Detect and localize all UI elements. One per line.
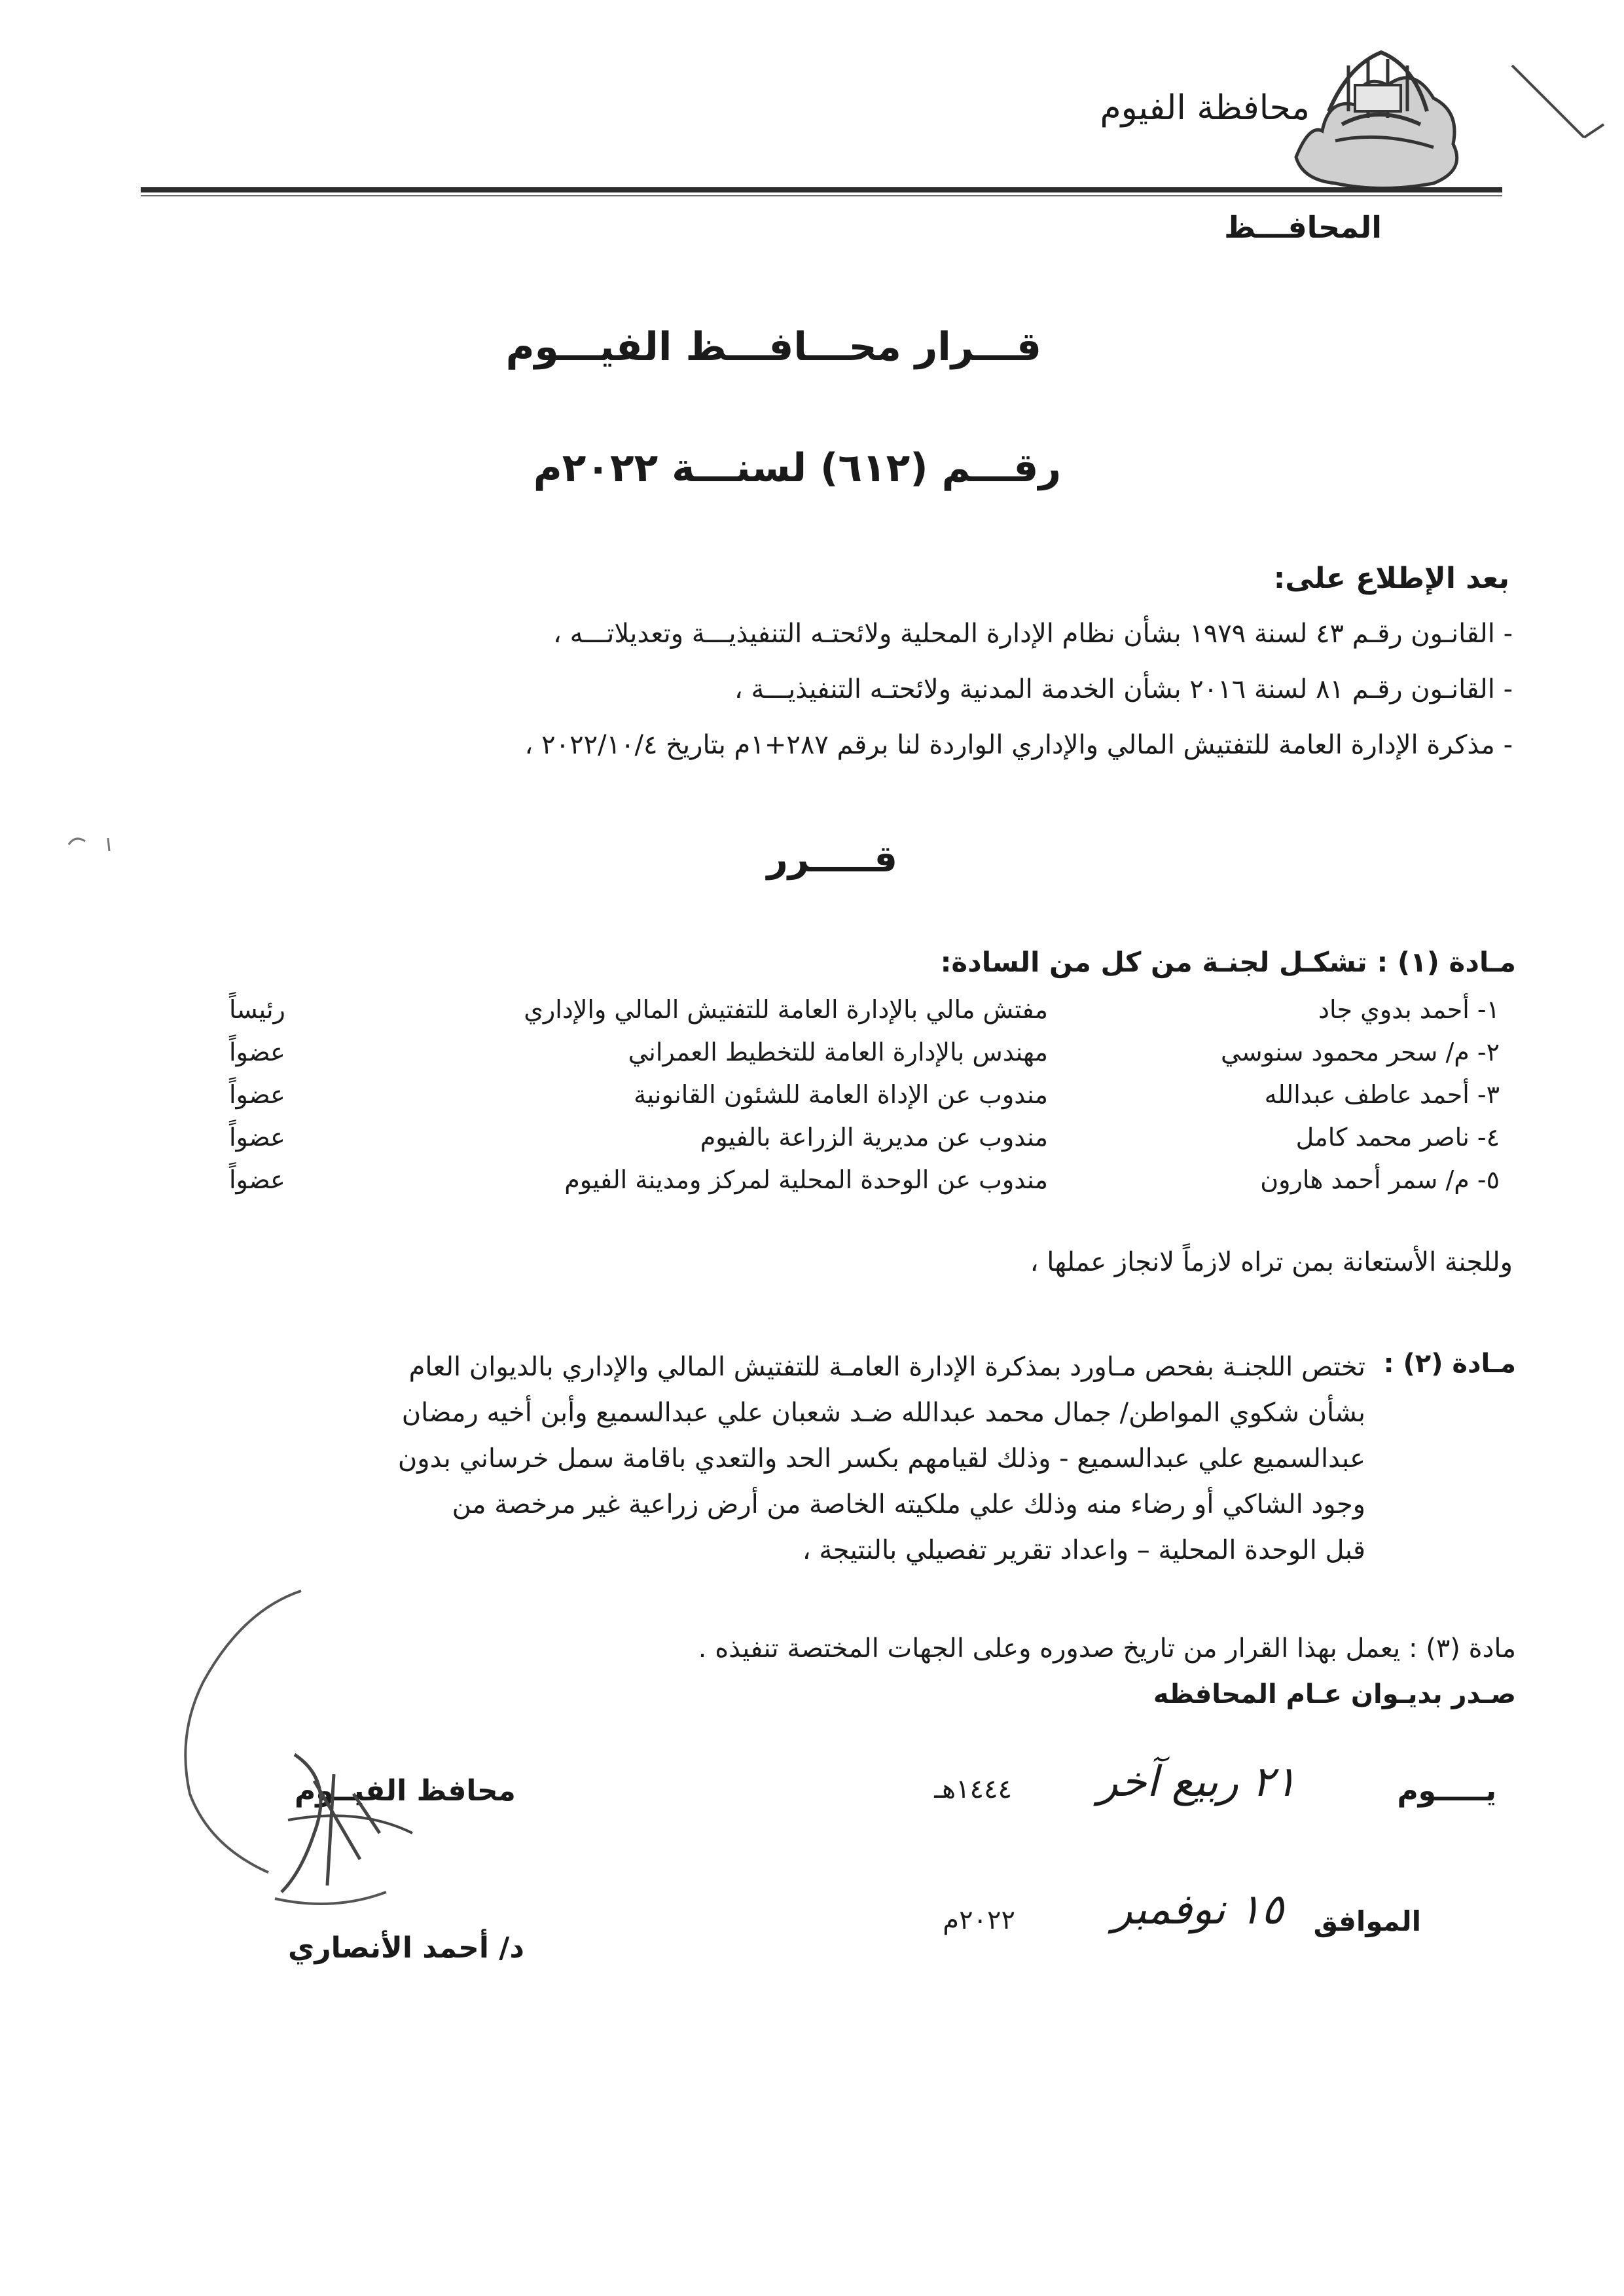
- signatory-title: محافظ الفيــوم: [295, 1774, 516, 1808]
- article-1-closing: وللجنة الأستعانة بمن تراه لازماً لانجاز عملها ،: [1030, 1247, 1513, 1277]
- article-3-text: مادة (٣) : يعمل بهذا القرار من تاريخ صدوره وعلى الجهات المختصة تنفيذه .: [698, 1633, 1516, 1664]
- issued-at: صـدر بديـوان عـام المحافظه: [1153, 1679, 1516, 1709]
- header-divider-thin: [141, 195, 1502, 196]
- gregorian-date-label: الموافق: [1313, 1905, 1421, 1937]
- member-3-role: مندوب عن الإداة العامة للشئون القانونية: [634, 1080, 1048, 1109]
- member-1-role: مفتش مالي بالإدارة العامة للتفتيش المالي والإداري: [524, 995, 1048, 1024]
- signatory-name: د/ أحمد الأنصاري: [288, 1931, 524, 1965]
- decision-heading: قـــــرر: [767, 838, 897, 881]
- gregorian-year: ٢٠٢٢م: [943, 1905, 1015, 1935]
- member-4-title: عضواً: [229, 1123, 285, 1152]
- hijri-date-label: يـــــوم: [1397, 1774, 1496, 1808]
- member-2-role: مهندس بالإدارة العامة للتخطيط العمراني: [628, 1038, 1048, 1066]
- member-2-title: عضواً: [229, 1038, 285, 1066]
- article-2-label: مـادة (٢) :: [1383, 1349, 1516, 1379]
- governorate-name: محافظة الفيوم: [1100, 88, 1310, 128]
- member-5-role: مندوب عن الوحدة المحلية لمركز ومدينة الفيوم: [564, 1165, 1048, 1194]
- member-3-title: عضواً: [229, 1080, 285, 1109]
- fayoum-governorate-logo: [1283, 26, 1473, 196]
- handwritten-signature: [164, 1584, 504, 1951]
- hijri-date-handwritten: ٢١ ربيع آخر: [1097, 1758, 1297, 1806]
- preamble-item-2: - القانـون رقـم ٨١ لسنة ٢٠١٦ بشأن الخدمة المدنية ولائحتـه التنفيذيـــة ،: [734, 674, 1513, 704]
- preamble-heading: بعد الإطلاع على:: [1273, 562, 1509, 595]
- preamble-item-1: - القانـون رقـم ٤٣ لسنة ١٩٧٩ بشأن نظام الإدارة المحلية ولائحتـه التنفيذيـــة وتعديلاتـــه ،: [552, 619, 1513, 649]
- scan-artifact: [62, 831, 128, 858]
- article-2-line-5: قبل الوحدة المحلية – واعداد تقرير تفصيلي بالنتيجة ،: [802, 1535, 1365, 1565]
- member-5-title: عضواً: [229, 1165, 285, 1194]
- article-2-line-1: تختص اللجنـة بفحص مـاورد بمذكرة الإدارة العامـة للتفتيش المالي والإداري بالديوان العام: [408, 1352, 1365, 1382]
- preamble-item-3: - مذكرة الإدارة العامة للتفتيش المالي والإداري الواردة لنا برقم ٢٨٧+١م بتاريخ ٢٠٢٢/١٠/٤ ،: [524, 730, 1513, 760]
- member-1-title: رئيساً: [229, 995, 285, 1024]
- article-2-line-3: عبدالسميع علي عبدالسميع - وذلك لقيامهم بكسر الحد والتعدي باقامة سمل خرساني بدون: [397, 1444, 1365, 1474]
- decree-title: قـــرار محـــافـــظ الفيـــوم: [505, 324, 1041, 370]
- corner-scribble-mark: [1506, 52, 1610, 157]
- member-5-name: ٥- م/ سمر أحمد هارون: [1260, 1165, 1500, 1194]
- gregorian-date-handwritten: ١٥ نوفمبر: [1111, 1886, 1284, 1934]
- office-label: المحافـــظ: [1224, 210, 1382, 245]
- member-2-name: ٢- م/ سحر محمود سنوسي: [1221, 1038, 1500, 1066]
- member-4-name: ٤- ناصر محمد كامل: [1295, 1123, 1500, 1152]
- header-divider: [141, 187, 1502, 192]
- decree-number: رقـــم (٦١٢) لسنـــة ٢٠٢٢م: [533, 445, 1061, 491]
- member-3-name: ٣- أحمد عاطف عبدالله: [1264, 1080, 1500, 1109]
- member-4-role: مندوب عن مديرية الزراعة بالفيوم: [700, 1123, 1048, 1152]
- member-1-name: ١- أحمد بدوي جاد: [1318, 995, 1500, 1024]
- article-2-line-4: وجود الشاكي أو رضاء منه وذلك علي ملكيته الخاصة من أرض زراعية غير مرخصة من: [452, 1489, 1365, 1520]
- hijri-year: ١٤٤٤هـ: [934, 1774, 1012, 1804]
- article-1-heading: مـادة (١) : تشكـل لجنـة من كل من السادة:: [940, 946, 1516, 978]
- article-2-line-2: بشأن شكوي المواطن/ جمال محمد عبدالله ضـد شعبان علي عبدالسميع وأبن أخيه رمضان: [401, 1398, 1365, 1428]
